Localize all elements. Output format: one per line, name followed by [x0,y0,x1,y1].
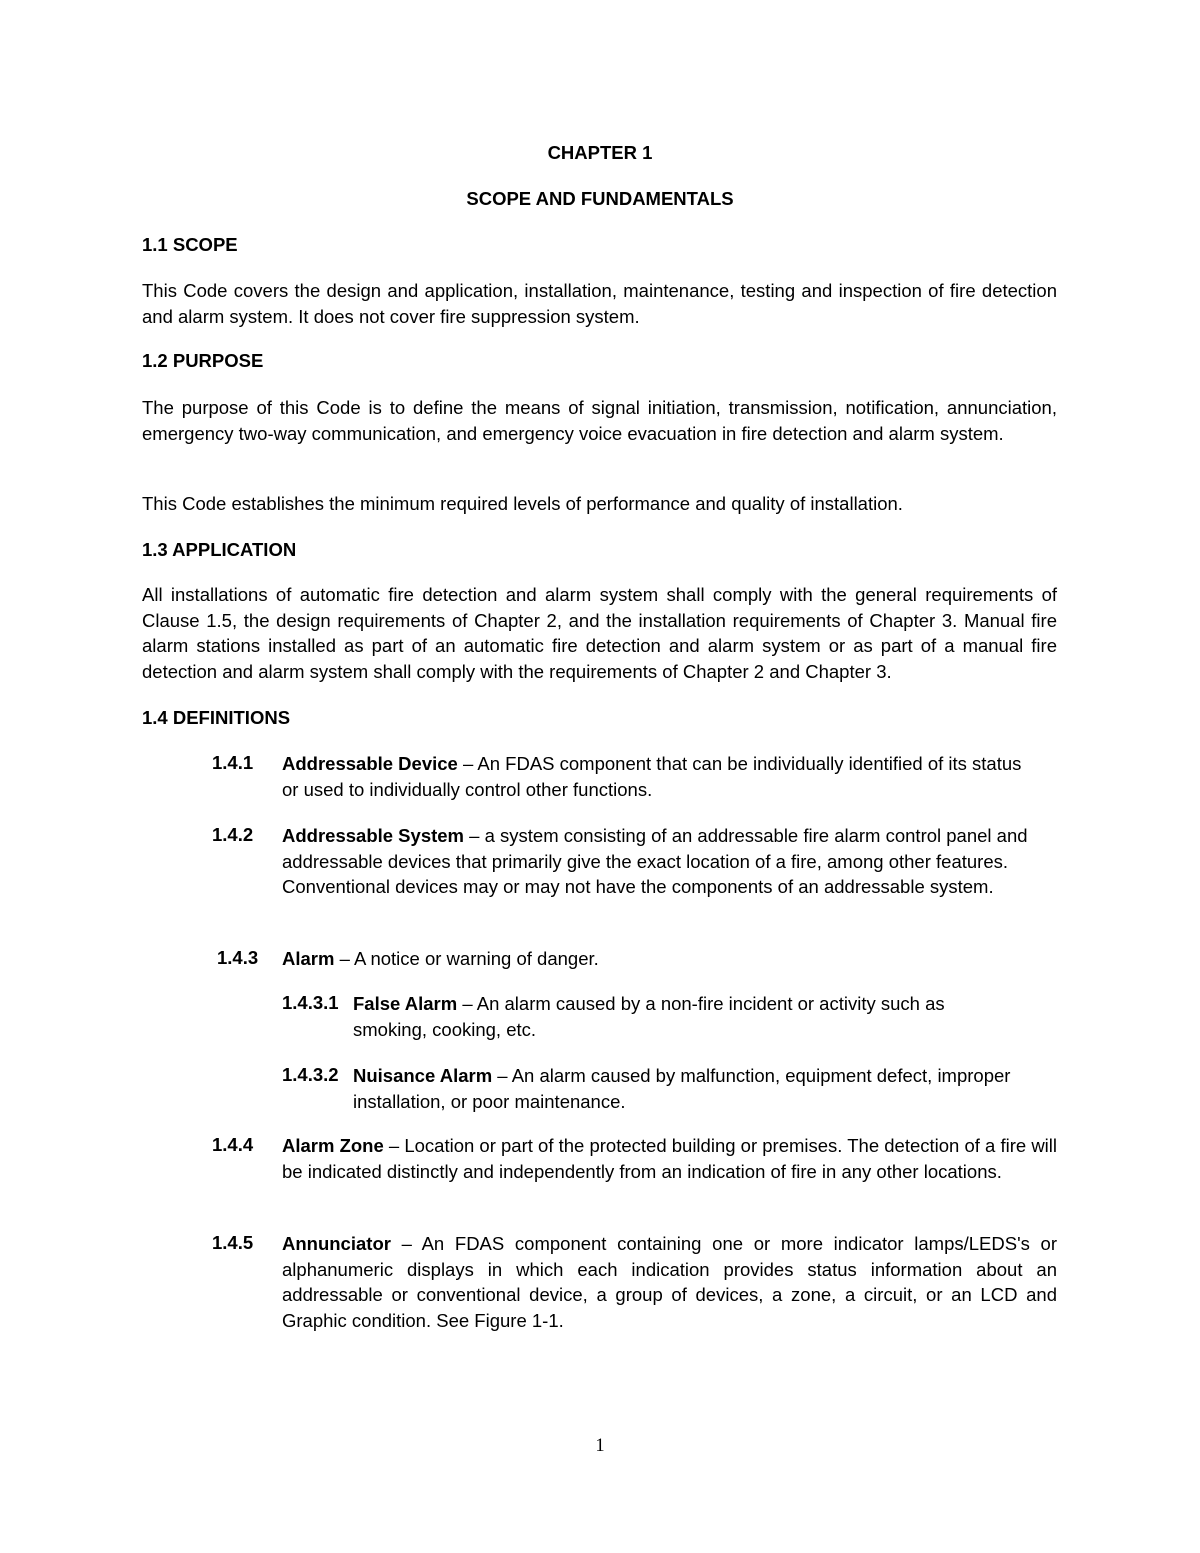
definition-number: 1.4.5 [212,1232,254,1253]
purpose-paragraph-1: The purpose of this Code is to define the means of signal initiation, transmission, notification, annunciation, emergency two-way communication, and emergency voice evacuation in fire detection and alarm system. [142,397,1057,444]
definition-item [282,823,1052,900]
definition-text: – An alarm caused by a non-fire incident or activity such as smoking, cooking, etc. [353,993,945,1040]
definition-text: – Location or part of the protected building or premises. The detection of a fire will be indicated distinctly and independently from an indication of fire in any other locations. [282,1135,1058,1182]
definition-number: 1.4.1 [212,752,254,773]
definition-term: Alarm Zone [282,1135,384,1156]
definition-term: False Alarm [353,993,458,1014]
section-heading-application: 1.3 APPLICATION [142,539,297,560]
definition-term: Alarm [282,948,335,969]
definition-term: Addressable Device [282,753,458,774]
definition-term: Addressable System [282,825,465,846]
definition-item [282,751,1042,802]
definition-text: – An FDAS component that can be individually identified of its status or used to individually control other functions. [282,753,1022,800]
definition-item [353,1063,1053,1114]
definition-text: – a system consisting of an addressable fire alarm control panel and addressable devices that primarily give the exact location of a fire, among other features. Conventional devices may or may not have the components of an addressable system. [282,825,1028,897]
chapter-subtitle: SCOPE AND FUNDAMENTALS [466,188,734,209]
section-heading-scope: 1.1 SCOPE [142,234,238,255]
page-number: 1 [595,1436,605,1456]
definition-term: Annunciator [282,1233,391,1254]
definition-item [282,946,1042,972]
definition-text: – An alarm caused by malfunction, equipment defect, improper installation, or poor maintenance. [353,1065,1011,1112]
scope-paragraph: This Code covers the design and application, installation, maintenance, testing and inspection of fire detection and alarm system. It does not cover fire suppression system. [142,280,1057,327]
definition-number: 1.4.3.2 [282,1064,339,1085]
definition-text: – An FDAS component containing one or more indicator lamps/LEDS's or alphanumeric displays in which each indication provides status information about an addressable or conventional device, a group of devices, a zone, a circuit, or an LCD and Graphic condition. See Figure 1-1. [282,1233,1057,1331]
section-heading-definitions: 1.4 DEFINITIONS [142,707,291,728]
purpose-paragraph-2: This Code establishes the minimum required levels of performance and quality of installation. [142,493,903,514]
definition-item [282,1231,1057,1333]
definition-number: 1.4.3 [217,947,259,968]
application-paragraph: All installations of automatic fire detection and alarm system shall comply with the general requirements of Clause 1.5, the design requirements of Chapter 2, and the installation requirements of Chapter 3. Manual fire alarm stations installed as part of an automatic fire detection and alarm system or as part of a manual fire detection and alarm system shall comply with the requirements of Chapter 2 and Chapter 3. [142,584,1057,682]
definition-number: 1.4.4 [212,1134,254,1155]
definition-number: 1.4.2 [212,824,254,845]
definition-term: Nuisance Alarm [353,1065,493,1086]
section-heading-purpose: 1.2 PURPOSE [142,350,264,371]
definition-item [353,991,1003,1042]
chapter-title: CHAPTER 1 [547,142,653,163]
definition-number: 1.4.3.1 [282,992,339,1013]
definition-item [282,1133,1057,1184]
definition-text: – A notice or warning of danger. [334,948,599,969]
